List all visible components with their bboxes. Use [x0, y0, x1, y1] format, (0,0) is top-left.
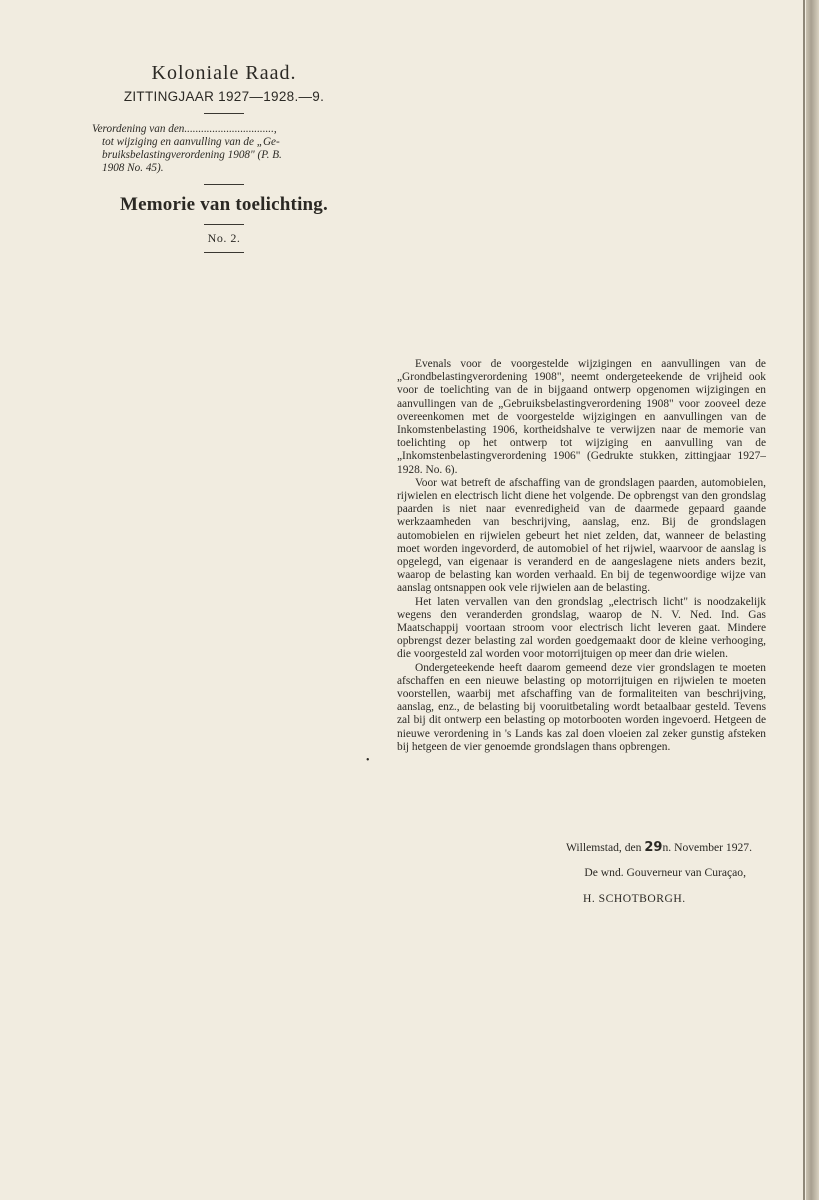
paragraph-2: Voor wat betreft de afschaffing van de grondslagen paarden, automobielen, rijwielen en electrisch licht diene het volgende. De opbrengst van den grondslag paarden is niet naar evenredigheid van de daarmede gepaard gaande werkzaamheden van beschrijving, aanslag, enz. Bij de grondslagen automobielen en rijwielen gebeurt het niet zelden, dat, wanneer de belasting moet worden ingevorderd, de automobiel of het rijwiel, waarvoor de aanslag is opgelegd, van eigenaar is veranderd en de aangeslagene niets anders bezit, waarop de belasting kan worden verhaald. En bij de tegenwoordige wijze van aanslag ontsnappen ook vele rijwielen aan de belasting. [397, 476, 766, 595]
subject-line-4: 1908 No. 45). [102, 162, 164, 174]
memo-title: Memorie van toelichting. [120, 194, 328, 215]
date-rest: n. November 1927. [662, 841, 752, 854]
paragraph-1: Evenals voor de voorgestelde wijzigingen en aanvullingen van de „Grondbelastingverordening 1908", neemt ondergeteekende de vrijheid ook voor de toelichting van de in bijgaand ontwerp opgenomen wijzigingen en aanvullingen van de „Gebruiksbelastingverordening 1908" voor zooveel deze overeenkomen met de voorgestelde wijzigingen en aanvullingen van de Inkomstenbelasting 1906, kortheidshalve te verwijzen naar de memorie van toelichting op het ontwerp tot wijziging en aanvulling van de „Inkomstenbelastingverordening 1906" (Gedrukte stukken, zittingjaar 1927–1928. No. 6). [397, 358, 766, 476]
place-label: Willemstad, den [565, 841, 642, 854]
margin-mark-icon: • [366, 755, 370, 766]
session-year: ZITTINGJAAR 1927—1928.—9. [123, 89, 325, 104]
paragraph-3: Het laten vervallen van den grondslag „electrisch licht" is noodzakelijk wegens den veranderden grondslag, waarop de N. V. Ned. Ind. Gas Maatschappij voortaan stroom voor electrisch licht leveren gaat. Mindere opbrengst dezer belasting zal worden goedgemaakt door de kleine verhooging, die voorgesteld zal worden voor motorrijtuigen op meer dan drie wielen. [397, 595, 766, 661]
page-title: Koloniale Raad. [151, 62, 297, 84]
subject-text [92, 123, 356, 175]
signatory-name: H. SCHOTBORGH. [583, 892, 686, 905]
subject-line-2: tot wijziging en aanvulling van de „Ge- [102, 136, 280, 148]
place-date [397, 840, 766, 855]
handwritten-day: 29 [644, 840, 663, 855]
divider [204, 184, 244, 185]
body-text [397, 358, 766, 754]
subject-line-1: Verordening van den................................, [92, 123, 277, 135]
header-block [88, 62, 360, 259]
signatory-role: De wnd. Gouverneur van Curaçao, [584, 866, 746, 879]
paragraph-4: Ondergeteekende heeft daarom gemeend deze vier grondslagen te moeten afschaffen en een nieuwe belasting op motorrijtuigen en rijwielen te moeten voorstellen, waarbij met afschaffing van de formaliteiten van beschrijving, aanslag, enz., de belasting bij vooruitbetaling wordt betaalbaar gesteld. Tevens zal bij dit ontwerp een belasting op motorbooten worden ingevoerd. Hetgeen de nieuwe verordening in 's Lands kas zal doen vloeien zal zeker gunstig afsteken bij hetgeen de vier genoemde grondslagen thans opbrengen. [397, 661, 766, 753]
document-number: No. 2. [207, 231, 241, 245]
divider [204, 252, 244, 253]
page-edge [803, 0, 805, 1200]
divider [204, 113, 244, 114]
divider [204, 224, 244, 225]
subject-line-3: bruiksbelastingverordening 1908" (P. B. [102, 149, 282, 161]
book-spine-shadow [806, 0, 819, 1200]
